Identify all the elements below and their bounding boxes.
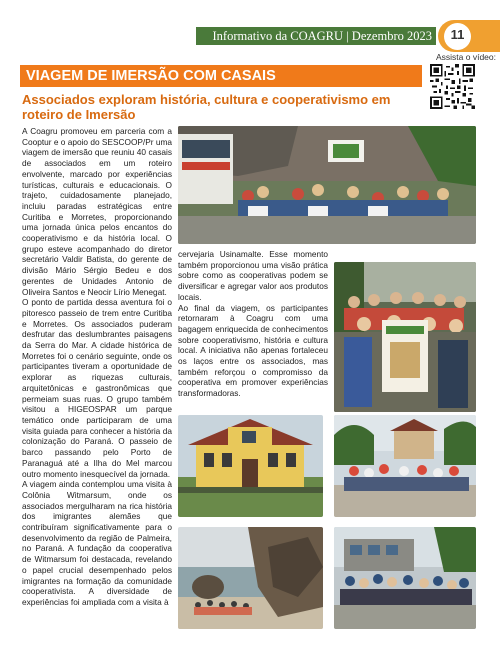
- paragraph: Ao final da viagem, os participantes retornaram à Coagru com uma bagagem enriquecida de conhecimentos sobre cooperativismo, história e cultura local. A iniciativa não apenas fortaleceu os laços entre os associados, mas também reforçou o compromisso da cooperativa em promover experiências transformadoras.: [178, 302, 328, 399]
- publication-title: Informativo da COAGRU | Dezembro 2023: [212, 29, 432, 43]
- article-subtitle: Associados exploram história, cultura e cooperativismo em roteiro de Imersão: [22, 92, 391, 122]
- paragraph: A Coagru promoveu em parceria com a Cooptur e o apoio do SESCOOP/Pr uma viagem de imersão que reuniu 40 casais de associados em um roteiro envolvente, marcado por experiências turísticas, culturais e educacionais. O trajeto, cuidadosamente planejado, incluiu paradas estratégicas entre Curitiba e Morretes, proporcionando uma jornada única pelos encantos do cooperativismo e da história local. O grupo esteve acompanhado do diretor secretário Valdir Batista, do gerente de divisão Mário Sérgio Bedeu e dos gerentes de Unidades Antonio de Oliveira Santos e Neocir Lírio Menegat.: [22, 126, 172, 297]
- group-photo-brewery: [334, 527, 476, 629]
- beach-rocks-photo: [178, 527, 323, 629]
- historic-building-photo: [178, 415, 323, 517]
- group-photo-bus: [178, 126, 476, 244]
- paragraph: A viagem ainda contemplou uma visita à Colônia Witmarsum, onde os associados mergulharam na rica história dos imigrantes alemães que contribuíram significativamente para o desenvolvimento da região de Palmeira, no Paraná. A fundação da cooperativa de Witmarsum foi destacada, revelando o papel crucial desempenhado pelos imigrantes na formação da comunidade cooperativista. A diversidade de experiências foi ampliada com a visita à: [22, 479, 172, 607]
- article-column-2: [178, 249, 328, 399]
- qr-label: Assista o vídeo:: [435, 52, 496, 62]
- qr-code-icon[interactable]: [430, 64, 475, 109]
- group-photo-banner: [334, 262, 476, 412]
- group-photo-village: [334, 415, 476, 517]
- paragraph: O ponto de partida dessa aventura foi o pitoresco passeio de trem entre Curitiba e Morretes. Os associados puderam desfrutar das deslumbrantes paisagens da Serra do Mar. A cidade histórica de Morretes foi o cenário seguinte, onde os participantes tiveram a oportunidade de explorar as riquezas culturais, arquitetônicas e gastronômicas que permeiam suas ruas. O grupo também visitou a HIGEOSPAR um parque temático onde participaram de uma visita guiada para conhecer a história da colonização do Paraná. O passeio de barco passando pelo Porto de Paranaguá até a Ilha do Mel marcou outro momento inesquecível da jornada.: [22, 297, 172, 479]
- paragraph: cervejaria Usinamalte. Esse momento também proporcionou uma visão prática sobre como as cooperativas podem se diversificar e agregar valor aos produtos locais.: [178, 249, 328, 302]
- article-title: VIAGEM DE IMERSÃO COM CASAIS: [26, 68, 276, 84]
- article-column-1: [22, 126, 172, 646]
- page-number: 11: [450, 27, 465, 42]
